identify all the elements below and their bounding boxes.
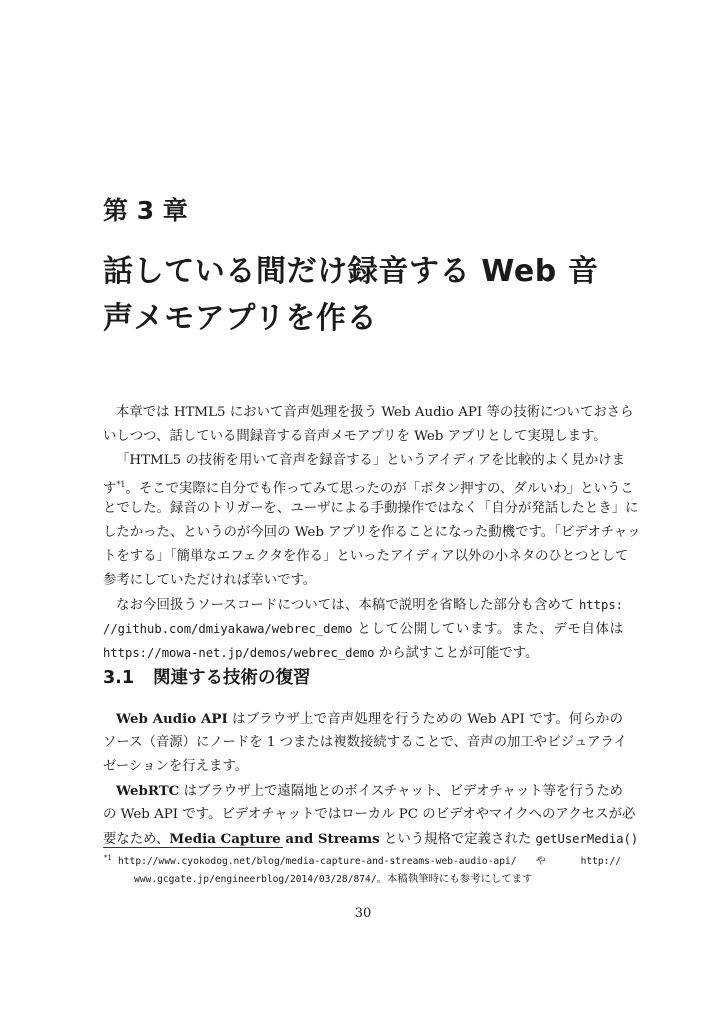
text-span: はブラウザ上で音声処理を行うための Web API です。何らかの — [232, 712, 623, 727]
text-span: 。そこで実際に自分でも作ってみて思ったのが「ボタン押すの、ダルいわ」というこ — [125, 481, 634, 497]
text-line: 本章では HTML5 において音声処理を扱う Web Audio API 等の技術についておさら — [116, 405, 634, 420]
section-number: 3.1 — [103, 668, 135, 688]
text-line: トをする」「簡単なエフェクタを作る」といったアイディア以外の小ネタのひとつとして — [103, 549, 629, 564]
footnote-url-link[interactable]: http:// — [580, 856, 622, 867]
demo-url-link[interactable]: https://mowa-net.jp/demos/webrec_demo — [103, 646, 375, 660]
text-line — [116, 781, 623, 802]
footnote-reference[interactable]: *1 — [116, 480, 126, 489]
footnote-line — [104, 853, 622, 870]
text-line: とでした。録音のトリガーを、ユーザによる手動操作ではなく「自分が発話したとき」に — [103, 501, 639, 516]
text-line: の Web API です。ビデオチャットではローカル PC のビデオやマイクへのアクセスが必 — [103, 807, 636, 822]
text-span: 。本稿執筆時にも参考にしてます — [376, 873, 533, 885]
text-line: したかった、というのが今回の Web アプリを作ることになった動機です。「ビデオチャッ — [103, 525, 641, 540]
text-line: いしつつ、話している間録音する音声メモアプリを Web アプリとして実現します。 — [103, 429, 607, 444]
text-line — [103, 643, 623, 664]
code-identifier: getUserMedia() — [535, 832, 639, 846]
section-heading — [103, 666, 311, 690]
footnote-url-link[interactable]: http://www.cyokodog.net/blog/media-capture-and-streams-web-audio-api/ — [118, 856, 517, 867]
text-span: す — [103, 481, 117, 497]
page-number: 30 — [354, 906, 372, 921]
text-line — [103, 619, 623, 640]
footnote-line — [134, 871, 621, 888]
chapter-title-line-1: 話している間だけ録音する Web 音 — [103, 254, 599, 289]
text-span: から試すことが可能です。 — [378, 646, 539, 661]
text-line — [116, 595, 623, 616]
text-span: や — [535, 855, 562, 867]
footnote-divider — [103, 847, 283, 848]
term: WebRTC — [116, 783, 180, 799]
term: Web Audio API — [116, 711, 228, 727]
text-span: 要なため、 — [103, 832, 170, 847]
text-span: はブラウザ上で遠隔地とのボイスチャット、ビデオチャット等を行うため — [183, 784, 623, 799]
text-line: ソース（音源）にノードを 1 つまたは複数接続することで、音声の加工やビジュアライ — [103, 735, 627, 750]
chapter-label: 第 3 章 — [103, 196, 188, 225]
text-line: ゼーションを行えます。 — [103, 759, 249, 774]
source-url-link[interactable]: https: — [578, 598, 623, 612]
term: Media Capture and Streams — [169, 831, 380, 847]
source-url-link[interactable]: //github.com/dmiyakawa/webrec_demo — [103, 622, 353, 636]
text-span: という規格で定義された — [383, 832, 532, 847]
text-line — [116, 709, 623, 730]
chapter-title-line-2: 声メモアプリを作る — [103, 301, 378, 336]
text-line — [103, 475, 634, 499]
section-title: 関連する技術の復習 — [153, 668, 311, 688]
footnote-url-link[interactable]: www.gcgate.jp/engineerblog/2014/03/28/874/ — [134, 874, 377, 885]
text-line: 参考にしていただければ幸いです。 — [103, 573, 317, 588]
text-span: として公開しています。また、デモ自体は — [357, 622, 623, 637]
text-span: なお今回扱うソースコードについては、本稿で説明を省略した部分も含めて — [116, 598, 575, 613]
footnote-mark: *1 — [104, 854, 112, 862]
text-line: 「HTML5 の技術を用いて音声を録音する」というアイディアを比較的よく見かけま — [116, 453, 625, 468]
